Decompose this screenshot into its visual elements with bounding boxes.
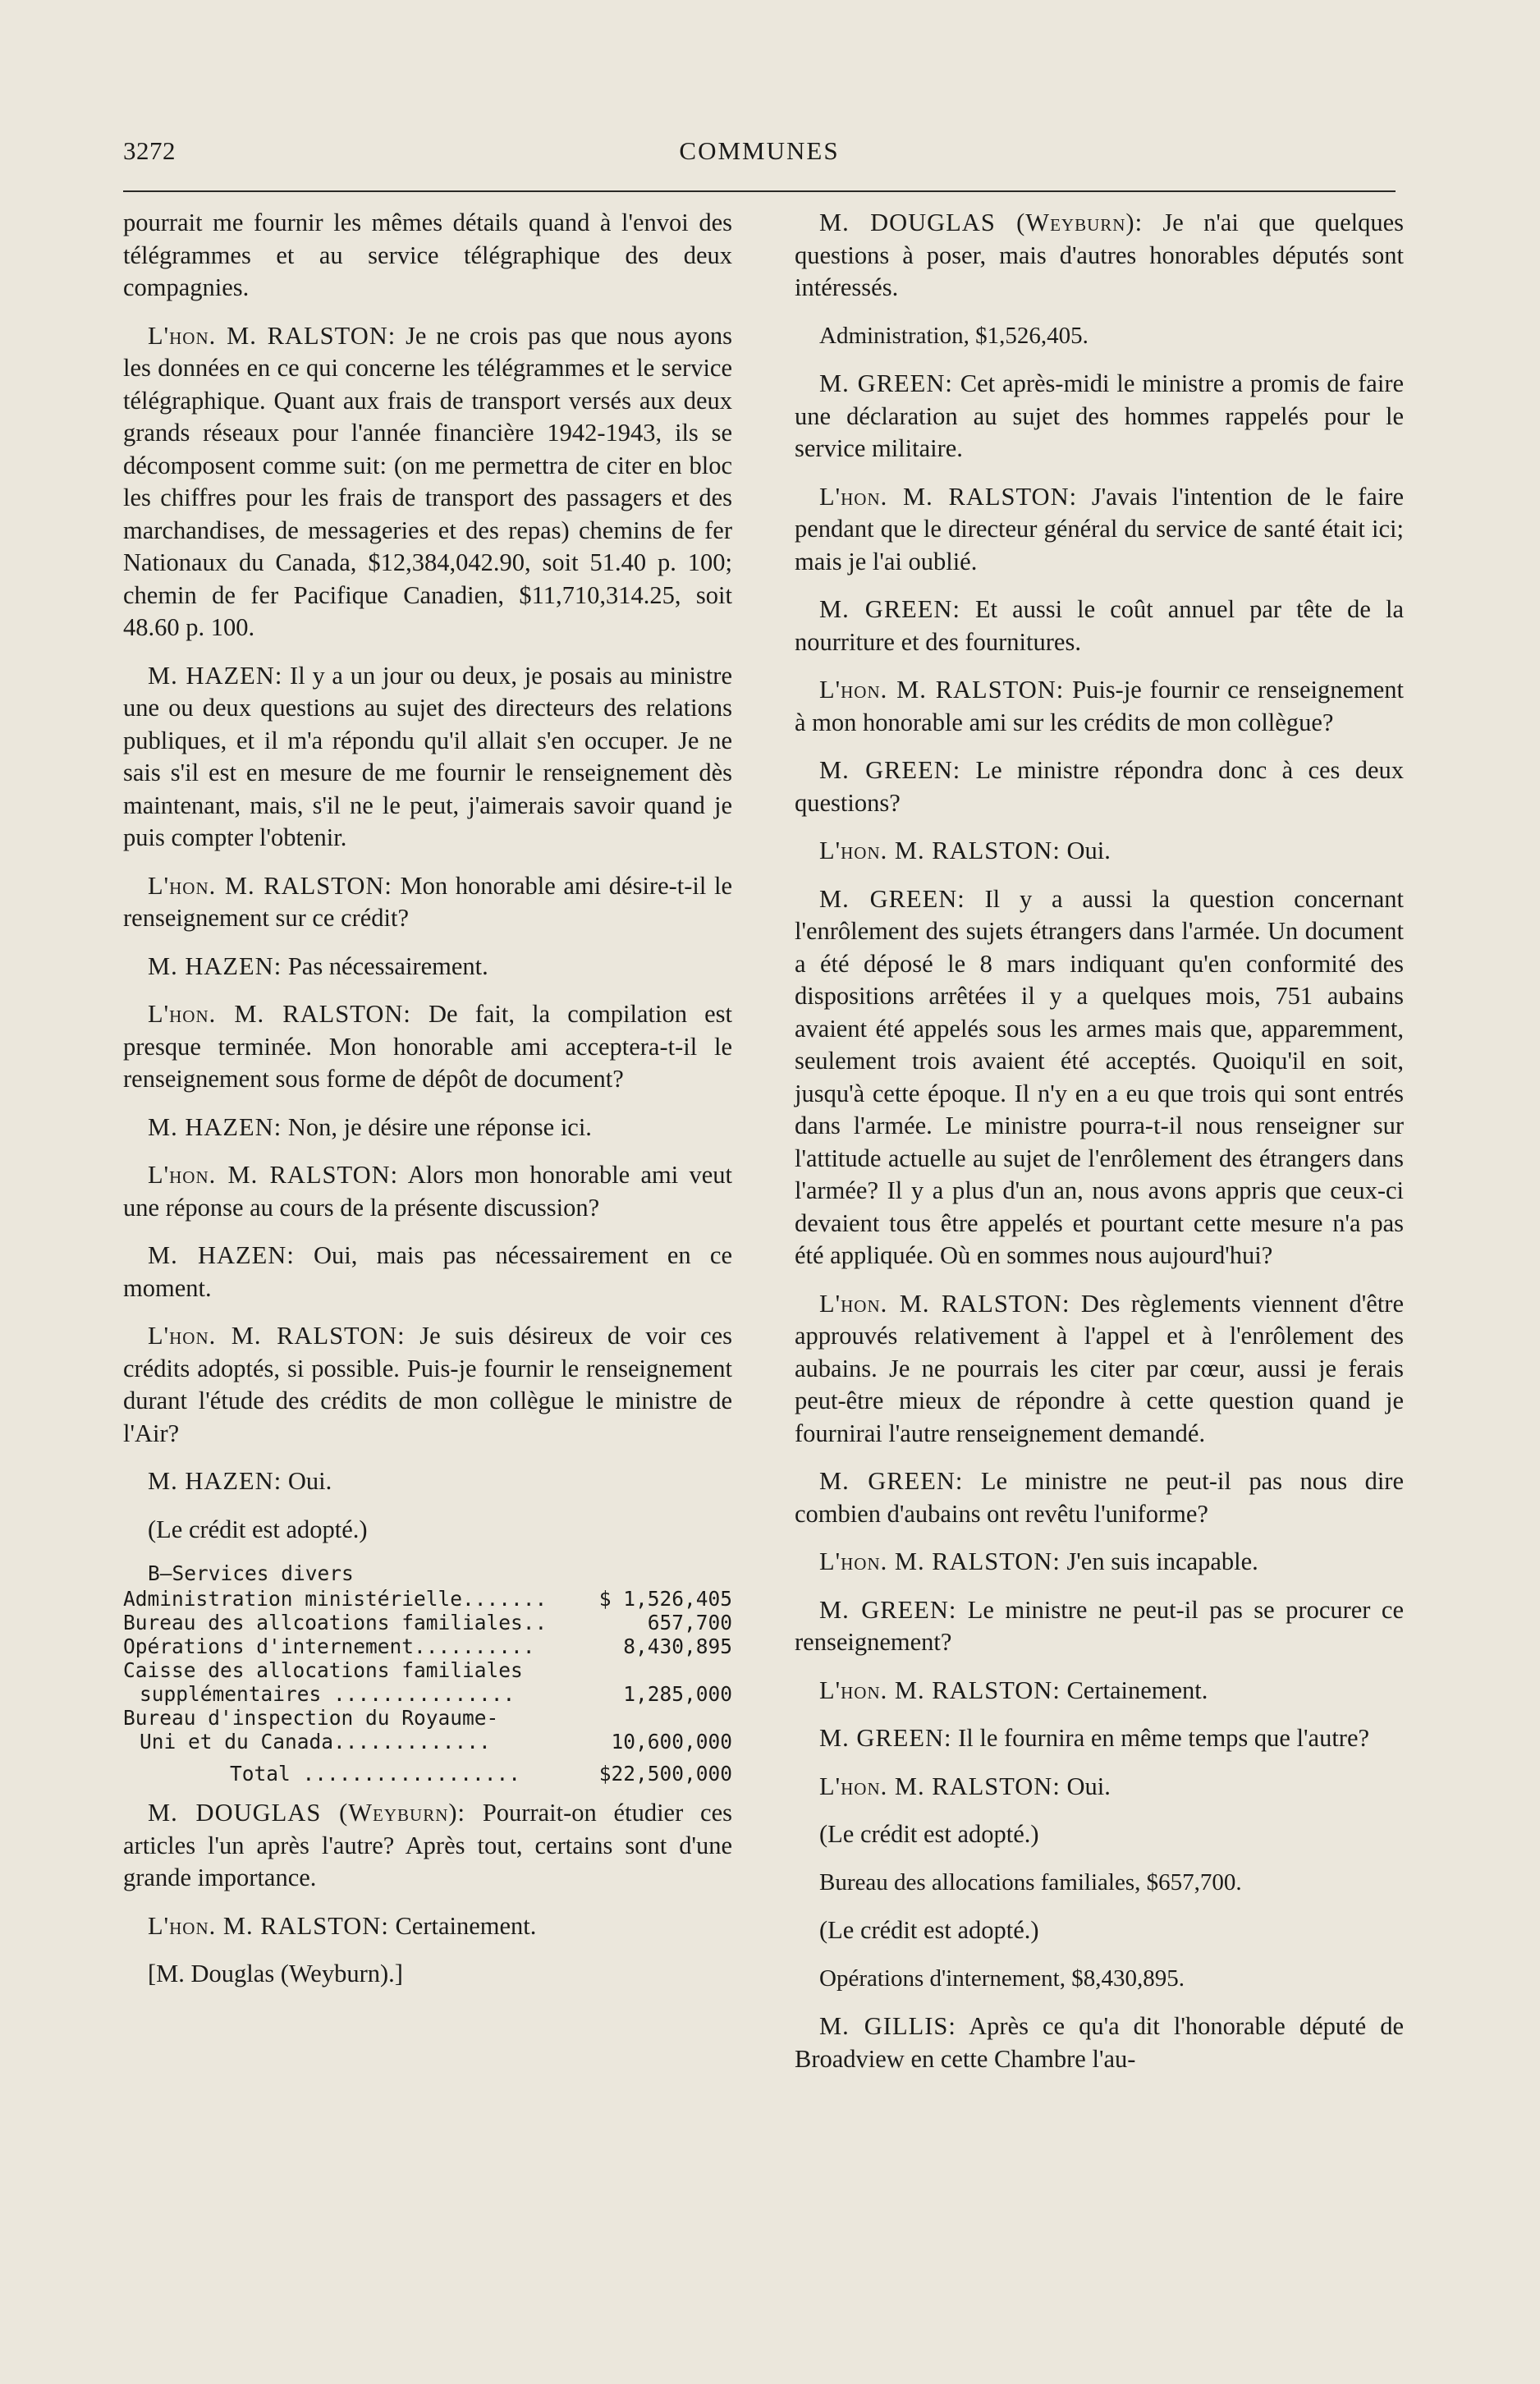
speaker-name: L'hon. M. RALSTON: (819, 1772, 1061, 1800)
speaker-name: M. HAZEN: (148, 661, 283, 690)
page-header (123, 136, 1396, 176)
speaker-name: L'hon. M. RALSTON: (819, 1289, 1070, 1318)
speech (795, 754, 1404, 819)
footer-speaker-note: [M. Douglas (Weyburn).] (148, 1960, 403, 1987)
schedule-label: Bureau d'inspection du Royaume- (123, 1706, 499, 1730)
page-number: 3272 (123, 136, 176, 165)
speech-text: J'en suis incapable. (1060, 1547, 1258, 1575)
speech-text: Oui, mais pas nécessairement en ce moment. (123, 1241, 732, 1302)
speech-text: Le ministre ne peut-il pas se procurer ce renseignement? (795, 1595, 1405, 1656)
schedule-label: Bureau des allcoations familiales.. (123, 1611, 548, 1634)
speech-text: Non, je désire une réponse ici. (282, 1112, 592, 1141)
schedule-label: Uni et du Canada............. (140, 1730, 491, 1754)
schedule-row (123, 1682, 732, 1706)
schedule-label: Administration ministérielle....... (123, 1587, 548, 1611)
speaker-name: L'hon. M. RALSTON: (148, 1000, 411, 1028)
speech (123, 951, 732, 983)
speech-text: Pas nécessairement. (282, 951, 488, 980)
speech (795, 835, 1404, 868)
speaker-name: L'hon. M. RALSTON: (148, 1161, 399, 1189)
speech (123, 1320, 732, 1450)
speech-text: Puis-je fournir ce renseignement à mon honorable ami sur les crédits de mon collègue? (795, 676, 1405, 736)
vote-item: Administration, $1,526,405. (819, 322, 1089, 349)
paragraph: pourrait me fournir les mêmes détails quand à l'envoi des télégrammes et au service télégraphique des deux compagnies. (123, 209, 732, 301)
speech (123, 998, 732, 1096)
speech-text: Je suis désireux de voir ces crédits adoptés, si possible. Puis-je fournir le renseignement durant l'étude des crédits de mon collègue le ministre de l'Air? (123, 1322, 732, 1447)
speech-text: Il le fournira en même temps que l'autre? (951, 1724, 1370, 1752)
speech-text: Je ne crois pas que nous ayons les données en ce qui concerne les télégrammes et le service télégraphique. Quant aux frais de transport versés aux deux grands réseaux pour l'année financière 1942-1943, ils se décomposent comme suit: (on me permettra de citer en bloc les chiffres pour les frais de transport des passagers et des marchandises, de messageries et des repas) chemins de fer Nationaux du Canada, $12,384,042.90, soit 51.40 p. 100; chemin de fer Pacifique Canadien, $11,710,314.25, soit 48.60 p. 100. (123, 321, 733, 641)
header-rule (123, 190, 1396, 192)
speech (123, 1797, 732, 1895)
speaker-name: M. HAZEN: (148, 1241, 295, 1269)
running-head: COMMUNES (679, 136, 840, 165)
schedule-amount (593, 1658, 732, 1682)
speech-text: Certainement. (388, 1911, 537, 1940)
speaker-name: M. GREEN: (819, 1467, 964, 1495)
speech (795, 1722, 1404, 1755)
speech-text: Le ministre ne peut-il pas nous dire combien d'aubains ont revêtu l'uniforme? (795, 1467, 1405, 1528)
schedule-label: supplémentaires ............... (140, 1682, 516, 1706)
speech (795, 1771, 1404, 1804)
speaker-name: M. GREEN: (819, 595, 960, 623)
speech (123, 1465, 732, 1498)
speaker-name: M. GREEN: (819, 884, 965, 913)
speech (795, 481, 1404, 579)
schedule-amount: 10,600,000 (611, 1730, 732, 1754)
speech-text: De fait, la compilation est presque terminée. Mon honorable ami acceptera-t-il le renseignement sous forme de dépôt de document? (123, 1000, 733, 1093)
schedule-amount (593, 1706, 732, 1730)
vote-item: Opérations d'internement, $8,430,895. (819, 1965, 1185, 1992)
speech-text: Il y a un jour ou deux, je posais au ministre une ou deux questions au sujet des directeurs des relations publiques, et il m'a répondu qu'il allait s'en occuper. Je ne sais s'il est en mesure de me fournir le renseignement dès maintenant, mais, s'il ne le peut, j'aimerais savoir quand je puis compter l'obtenir. (123, 661, 733, 851)
speech (795, 368, 1404, 465)
speaker-name: M. GREEN: (819, 369, 953, 397)
speech-text: Mon honorable ami désire-t-il le renseignement sur ce crédit? (123, 871, 733, 932)
vote-note: (Le crédit est adopté.) (148, 1515, 368, 1543)
speaker-name: M. GREEN: (819, 756, 961, 784)
speaker-name: M. DOUGLAS (Weyburn): (148, 1799, 466, 1827)
schedule-row (123, 1730, 732, 1754)
speech (123, 1112, 732, 1144)
speech-text: Cet après-midi le ministre a promis de faire une déclaration au sujet des hommes rappelés pour le service militaire. (795, 369, 1405, 462)
speaker-name: M. GILLIS: (819, 2012, 956, 2040)
right-column (795, 207, 1404, 2091)
speaker-name: L'hon. M. RALSTON: (148, 321, 396, 350)
speech-text: Des règlements viennent d'être approuvés relativement à l'appel et à l'enrôlement des aubains. Je ne pourrais les citer par cœur, aussi je ferais peut-être mieux de répondre à cette question quand je fournirai l'autre renseignement demandé. (795, 1289, 1404, 1447)
schedule-total-amount: $22,500,000 (598, 1762, 732, 1786)
speech (123, 320, 732, 644)
speaker-name: L'hon. M. RALSTON: (819, 676, 1065, 704)
speech (123, 870, 732, 935)
speaker-name: M. HAZEN: (148, 951, 282, 980)
schedule-total-row (123, 1762, 732, 1786)
speech (795, 1594, 1404, 1659)
speaker-name: M. HAZEN: (148, 1112, 282, 1141)
schedule-row (123, 1634, 732, 1658)
speech (123, 1240, 732, 1304)
speaker-name: M. GREEN: (819, 1595, 957, 1624)
schedule-heading: B—Services divers (148, 1561, 354, 1585)
schedule-amount: 1,285,000 (623, 1682, 732, 1706)
speech-text: Après ce qu'a dit l'honorable député de Broadview en cette Chambre l'au- (795, 2012, 1404, 2073)
schedule-label: Caisse des allocations familiales (123, 1658, 523, 1682)
speech (795, 674, 1404, 739)
speech-text: Oui. (1060, 1772, 1111, 1800)
speech (795, 1288, 1404, 1451)
estimates-schedule (123, 1561, 732, 1786)
speaker-name: L'hon. M. RALSTON: (819, 837, 1061, 864)
speech (795, 2010, 1404, 2075)
speech (795, 1675, 1404, 1708)
speech (123, 1910, 732, 1943)
left-column (123, 207, 732, 2006)
schedule-row (123, 1706, 732, 1730)
speaker-name: L'hon. M. RALSTON: (148, 1911, 389, 1940)
speech (795, 1546, 1404, 1579)
speech (795, 883, 1404, 1272)
speech-text: J'avais l'intention de le faire pendant que le directeur général du service de santé était ici; mais je l'ai oublié. (795, 482, 1404, 575)
vote-note: (Le crédit est adopté.) (819, 1820, 1039, 1848)
speech (795, 1465, 1404, 1530)
schedule-row (123, 1658, 732, 1682)
vote-note: (Le crédit est adopté.) (819, 1916, 1039, 1944)
speech (795, 594, 1404, 658)
speaker-name: M. DOUGLAS (Weyburn): (819, 209, 1144, 236)
speech-text: Le ministre répondra donc à ces deux questions? (795, 756, 1405, 817)
schedule-total-label: Total .................. (230, 1762, 521, 1786)
schedule-amount: 657,700 (647, 1611, 732, 1634)
vote-item: Bureau des allocations familiales, $657,700. (819, 1868, 1242, 1896)
speech-text: Je n'ai que quelques questions à poser, mais d'autres honorables députés sont intéressés. (795, 209, 1404, 301)
speech-text: Oui. (282, 1467, 332, 1495)
speaker-name: M. GREEN: (819, 1724, 952, 1752)
schedule-amount: 8,430,895 (623, 1634, 732, 1658)
schedule-label: Opérations d'internement.......... (123, 1634, 535, 1658)
speech-text: Et aussi le coût annuel par tête de la nourriture et des fournitures. (795, 595, 1404, 656)
speaker-name: L'hon. M. RALSTON: (148, 871, 392, 900)
speech-text: Certainement. (1060, 1676, 1208, 1704)
speaker-name: L'hon. M. RALSTON: (819, 1676, 1061, 1704)
speech-text: Alors mon honorable ami veut une réponse au cours de la présente discussion? (123, 1161, 732, 1222)
schedule-row (123, 1587, 732, 1611)
schedule-row (123, 1611, 732, 1634)
speaker-name: L'hon. M. RALSTON: (148, 1322, 406, 1350)
speech-text: Oui. (1060, 837, 1111, 864)
speaker-name: L'hon. M. RALSTON: (819, 482, 1078, 511)
speech (795, 207, 1404, 305)
speaker-name: M. HAZEN: (148, 1467, 282, 1495)
speech (123, 660, 732, 855)
schedule-amount: $ 1,526,405 (598, 1587, 732, 1611)
speech (123, 1159, 732, 1224)
speaker-name: L'hon. M. RALSTON: (819, 1547, 1061, 1575)
speech-text: Pourrait-on étudier ces articles l'un après l'autre? Après tout, certains sont d'une grande importance. (123, 1799, 732, 1891)
speech-text: Il y a aussi la question concernant l'enrôlement des sujets étrangers dans l'armée. Un document a été déposé le 8 mars indiquant qu'en conformité des dispositions arrêtées il y a quelques mois, 751 aubains avaient été appelés sous les armes mais que, apparemment, seulement trois avaient été acceptés. Quoiqu'il en soit, jusqu'à cette époque. Il n'y en a eu que trois qui sont entrés dans l'armée. Le ministre pourra-t-il nous renseigner sur l'attitude actuelle au sujet de l'enrôlement des étrangers dans l'armée? Il y a plus d'un an, nous avons appris que ceux-ci devaient tous être appelés et pourtant cette mesure n'a pas été appliquée. Où en sommes nous aujourd'hui? (795, 884, 1404, 1269)
